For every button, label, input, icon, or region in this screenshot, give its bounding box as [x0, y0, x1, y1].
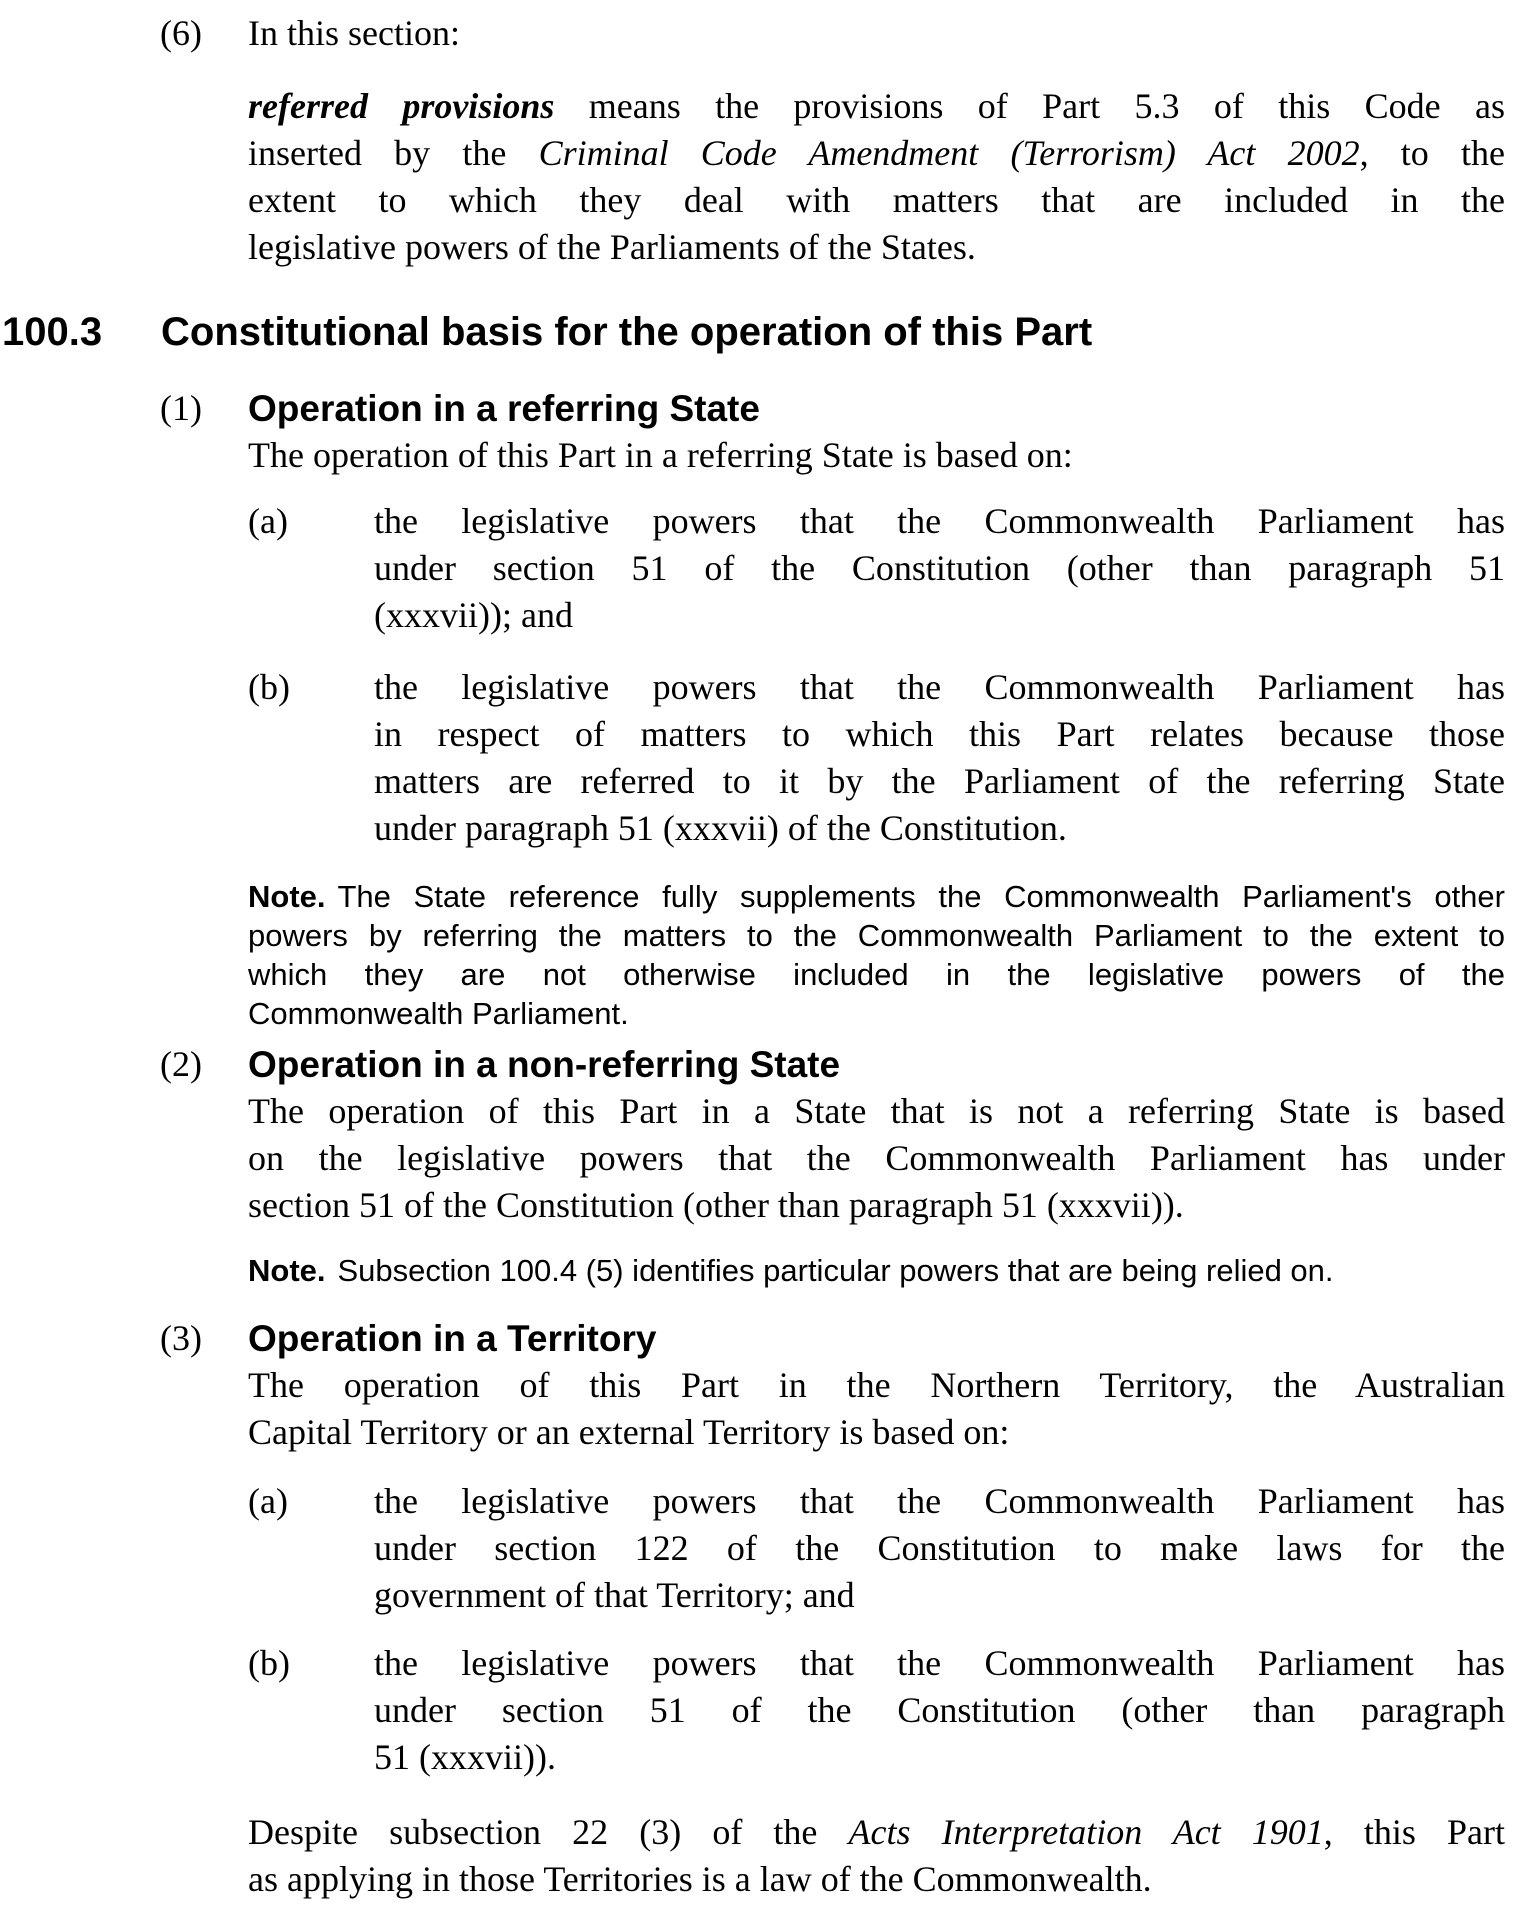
paragraph-line: the legislative powers that the Commonwealth Parliament has	[374, 667, 1505, 707]
body-line: section 51 of the Constitution (other than paragraph 51 (xxxvii)).	[248, 1185, 1184, 1225]
closing-paragraph	[248, 1809, 1505, 1903]
paragraph-line: 51 (xxxvii)).	[374, 1737, 556, 1777]
paragraph-a-marker: (a)	[248, 1481, 288, 1521]
subsection-1-body: The operation of this Part in a referring State is based on:	[248, 435, 1073, 475]
note-line: Commonwealth Parliament.	[248, 996, 629, 1031]
body-line: The operation of this Part in the Northern Territory, the Australian	[248, 1365, 1505, 1405]
note-2	[248, 1251, 1505, 1290]
paragraph-a	[248, 1478, 1505, 1619]
note-line	[248, 1251, 1505, 1290]
paragraph-line: under section 51 of the Constitution (other than paragraph	[374, 1690, 1505, 1730]
definition-line	[248, 83, 1505, 130]
note-line: which they are not otherwise included in the legislative powers of the	[248, 957, 1505, 992]
section-heading	[0, 307, 1519, 357]
paragraph-line: government of that Territory; and	[374, 1575, 855, 1615]
paragraph-a	[248, 498, 1505, 639]
subsection-6-intro: In this section:	[248, 13, 460, 53]
body-line: Capital Territory or an external Territory is based on:	[248, 1412, 1010, 1452]
subsection-1-subheading: Operation in a referring State	[248, 388, 760, 429]
definition-paragraph	[248, 83, 1505, 271]
paragraph-line: under section 122 of the Constitution to make laws for the	[374, 1528, 1505, 1568]
subsection-3-subheading: Operation in a Territory	[248, 1318, 657, 1359]
subsection-1-content	[248, 385, 1505, 1033]
subsection-3-marker: (3)	[160, 1318, 202, 1358]
closing-text: , this Part	[1323, 1812, 1505, 1852]
paragraph-a-text	[374, 1478, 1505, 1619]
definition-text: inserted by the	[248, 133, 539, 173]
subsection-2	[0, 1041, 1519, 1290]
paragraph-line: under section 51 of the Constitution (other than paragraph 51	[374, 548, 1505, 588]
subsection-6	[0, 10, 1519, 271]
act-title-italic: Acts Interpretation Act 1901	[848, 1812, 1324, 1852]
paragraph-b	[248, 664, 1505, 852]
paragraph-line: under paragraph 51 (xxxvii) of the Constitution.	[374, 808, 1067, 848]
subsection-2-marker: (2)	[160, 1044, 202, 1084]
subsection-1-marker: (1)	[160, 388, 202, 428]
act-title-italic: Criminal Code Amendment (Terrorism) Act 2002	[538, 133, 1360, 173]
subsection-1	[0, 385, 1519, 1033]
subsection-6-marker: (6)	[160, 13, 202, 53]
note-line: powers by referring the matters to the Commonwealth Parliament to the extent to	[248, 918, 1505, 953]
paragraph-line: (xxxvii)); and	[374, 595, 573, 635]
paragraph-line: the legislative powers that the Commonwealth Parliament has	[374, 1481, 1505, 1521]
definition-text: , to the	[1359, 133, 1505, 173]
note-text: Subsection 100.4 (5) identifies particular powers that are being relied on.	[337, 1253, 1334, 1288]
paragraph-b-marker: (b)	[248, 1643, 290, 1683]
subsection-2-content	[248, 1041, 1505, 1290]
body-line: The operation of this Part in a State that is not a referring State is based	[248, 1091, 1505, 1131]
paragraph-line: in respect of matters to which this Part relates because those	[374, 714, 1505, 754]
paragraph-line: the legislative powers that the Commonwealth Parliament has	[374, 1643, 1505, 1683]
paragraph-line: matters are referred to it by the Parliament of the referring State	[374, 761, 1505, 801]
body-line: on the legislative powers that the Commonwealth Parliament has under	[248, 1138, 1505, 1178]
section-title: Constitutional basis for the operation of this Part	[161, 310, 1093, 354]
closing-line	[248, 1809, 1505, 1856]
paragraph-line: the legislative powers that the Commonwealth Parliament has	[374, 501, 1505, 541]
defined-term: referred provisions	[248, 86, 555, 126]
closing-text: Despite subsection 22 (3) of the	[248, 1812, 849, 1852]
closing-line: as applying in those Territories is a law of the Commonwealth.	[248, 1859, 1152, 1899]
paragraph-a-marker: (a)	[248, 501, 288, 541]
definition-line: extent to which they deal with matters that are included in the	[248, 180, 1505, 220]
subsection-3-content	[248, 1315, 1505, 1903]
section-number: 100.3	[2, 310, 103, 354]
note-label: Note.	[248, 879, 326, 914]
definition-line: legislative powers of the Parliaments of the States.	[248, 227, 976, 267]
note-line	[248, 877, 1505, 916]
paragraph-a-text	[374, 498, 1505, 639]
subsection-2-body	[248, 1088, 1505, 1229]
paragraph-b	[248, 1640, 1505, 1781]
note-1	[248, 877, 1505, 1033]
subsection-3	[0, 1315, 1519, 1903]
paragraph-b-text	[374, 1640, 1505, 1781]
paragraph-b-marker: (b)	[248, 667, 290, 707]
subsection-2-subheading: Operation in a non-referring State	[248, 1044, 841, 1085]
definition-line	[248, 130, 1505, 177]
definition-text: means the provisions of Part 5.3 of this Code as	[554, 86, 1505, 126]
note-label: Note.	[248, 1253, 326, 1288]
subsection-6-content	[248, 10, 1505, 271]
subsection-3-body	[248, 1362, 1505, 1456]
note-text: The State reference fully supplements the Commonwealth Parliament's other	[337, 879, 1505, 914]
paragraph-b-text	[374, 664, 1505, 852]
